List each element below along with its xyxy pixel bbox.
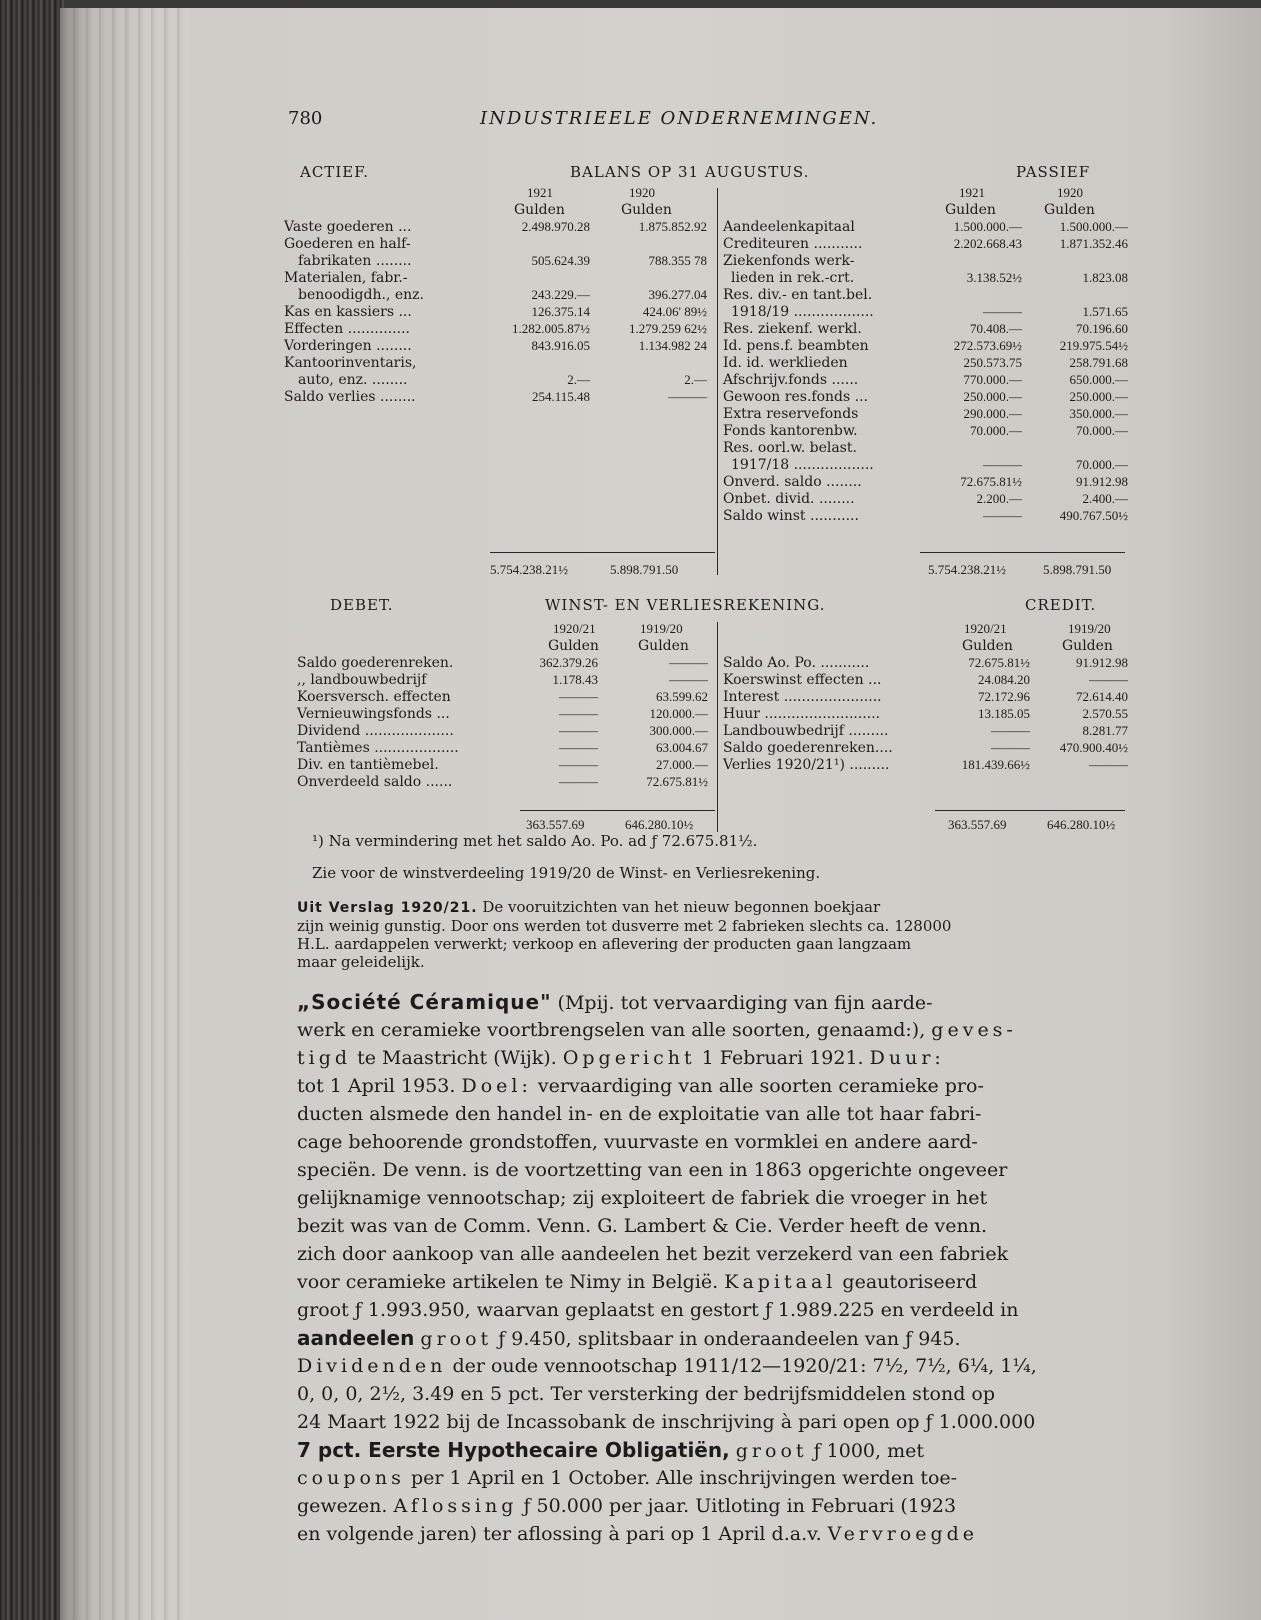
page-number: 780 (288, 108, 323, 129)
societe-line-6: cage behoorende grondstoffen, vuurvaste en vormklei en andere aard- (297, 1131, 978, 1153)
kw-groot: groot (420, 1328, 493, 1350)
balance-right-value-1921: ——— (983, 508, 1022, 523)
pl-right-label: Saldo Ao. Po. ........... (723, 655, 870, 671)
coupons-value: per 1 April en 1 October. Alle inschrijvingen werden toe- (404, 1467, 958, 1489)
societe-line-16: 24 Maart 1922 bij de Incassobank de inschrijving à pari open op ƒ 1.000.000 (297, 1411, 1036, 1433)
balance-right-value-1921: 3.138.52½ (966, 270, 1022, 285)
societe-line-10: zich door aankoop van alle aandeelen het bezit verzekerd van een fabriek (297, 1243, 1009, 1265)
balance-right-label: lieden in rek.-crt. (731, 270, 855, 286)
balance-left-total-rule (490, 552, 715, 553)
balance-left-label: auto, enz. ........ (298, 372, 408, 388)
balance-right-unit-1: Gulden (945, 202, 996, 218)
balance-right-year-1: 1921 (959, 185, 985, 200)
pl-right-value-b: 72.614.40 (1076, 689, 1128, 704)
pl-left-value-b: 300.000.— (649, 723, 708, 738)
balance-left-label: Kantoorinventaris, (284, 355, 417, 371)
pl-right-year-2: 1919/20 (1068, 621, 1111, 636)
balance-right-value-1920: 70.196.60 (1076, 321, 1128, 336)
pl-right-unit-1: Gulden (962, 638, 1013, 654)
pl-right-value-a: 181.439.66½ (961, 757, 1030, 772)
societe-line-1: (Mpij. tot vervaardiging van fijn aarde- (557, 992, 933, 1014)
balance-left-value-1921: 254.115.48 (531, 389, 590, 404)
balance-right-value-1921: 272.573.69½ (953, 338, 1022, 353)
pl-right-value-a: 13.185.05 (978, 706, 1030, 721)
pl-left-value-b: ——— (669, 655, 708, 670)
aandeelen-value: ƒ 9.450, splitsbaar in onderaandeelen van ƒ 945. (492, 1328, 961, 1350)
kw-aandeelen: aandeelen (297, 1326, 415, 1350)
pl-right-value-b: ——— (1089, 757, 1128, 772)
balance-right-value-1921: 2.202.668.43 (953, 236, 1022, 251)
pl-left-label: ,, landbouwbedrijf (297, 672, 427, 688)
balance-left-value-1920: 2.— (684, 372, 707, 387)
balance-left-label: Effecten .............. (284, 321, 410, 337)
balance-left-unit-1: Gulden (514, 202, 565, 218)
pl-left-label: Saldo goederenreken. (297, 655, 454, 671)
balance-right-label: Res. div.- en tant.bel. (723, 287, 873, 303)
pl-left-value-b: 63.004.67 (656, 740, 708, 755)
balance-left-value-1920: 1.279.259 62½ (629, 321, 707, 336)
kw-aflossing: Aflossing (393, 1495, 518, 1517)
kw-dividenden: Dividenden (297, 1355, 447, 1377)
oblig-value: ƒ 1000, met (807, 1440, 924, 1462)
kw-coupons: coupons (297, 1467, 405, 1489)
balance-right-label: Res. oorl.w. belast. (723, 440, 857, 456)
pl-left-value-a: ——— (559, 740, 598, 755)
aflossing-value: ƒ 50.000 per jaar. Uitloting in Februari (1923 (517, 1495, 957, 1517)
balance-right-label: Afschrijv.fonds ...... (723, 372, 859, 388)
balance-right-value-1921: ——— (983, 457, 1022, 472)
balance-right-label: Saldo winst ........... (723, 508, 859, 524)
balance-left-unit-2: Gulden (621, 202, 672, 218)
societe-line-12: groot ƒ 1.993.950, waarvan geplaatst en gestort ƒ 1.989.225 en verdeeld in (297, 1299, 1019, 1321)
pl-left-label: Vernieuwingsfonds ... (297, 706, 450, 722)
pl-left-total-rule (520, 810, 715, 811)
balance-right-value-1920: 1.571.65 (1082, 304, 1128, 319)
pl-left-total-1: 363.557.69 (526, 817, 585, 832)
pl-right-total-2: 646.280.10½ (1047, 817, 1116, 832)
pl-right-value-b: 470.900.40½ (1059, 740, 1128, 755)
running-title: INDUSTRIEELE ONDERNEMINGEN. (480, 108, 879, 129)
pl-right-value-b: 2.570.55 (1082, 706, 1128, 721)
pl-right-total-rule (935, 810, 1125, 811)
pl-right-label: Interest ...................... (723, 689, 882, 705)
kw-gevestigd-b: tigd (297, 1047, 352, 1069)
pl-left-value-b: ——— (669, 672, 708, 687)
kw-opgericht: Opgericht (562, 1047, 696, 1069)
pl-right-value-a: 24.084.20 (978, 672, 1030, 687)
balance-right-label: Extra reservefonds (723, 406, 859, 422)
balance-right-label: Crediteuren ........... (723, 236, 863, 252)
kw-kapitaal: Kapitaal (724, 1271, 837, 1293)
balance-right-value-1921: 250.573.75 (963, 355, 1022, 370)
pl-left-value-a: 362.379.26 (539, 655, 598, 670)
pl-left-value-a: 1.178.43 (552, 672, 598, 687)
balance-left-label: Kas en kassiers ... (284, 304, 412, 320)
balance-left-total-1: 5.754.238.21½ (490, 562, 568, 577)
pl-left-year-1: 1920/21 (553, 621, 596, 636)
balance-right-value-1920: 650.000.— (1069, 372, 1128, 387)
pl-left-year-2: 1919/20 (640, 621, 683, 636)
balance-left-value-1921: 126.375.14 (531, 304, 590, 319)
balance-right-value-1920: 1.871.352.46 (1059, 236, 1128, 251)
balance-right-value-1921: 70.000.— (970, 423, 1022, 438)
balance-left-label: Saldo verlies ........ (284, 389, 416, 405)
balance-left-value-1921: 243.229.— (531, 287, 590, 302)
balance-right-label: Res. ziekenf. werkl. (723, 321, 862, 337)
pl-left-value-a: ——— (559, 723, 598, 738)
balance-left-value-1920: 1.875.852.92 (638, 219, 707, 234)
balance-right-value-1921: ——— (983, 304, 1022, 319)
balance-right-value-1920: 250.000.— (1069, 389, 1128, 404)
pl-right-label: Verlies 1920/21¹) ......... (723, 757, 890, 773)
balance-title: BALANS OP 31 AUGUSTUS. (570, 163, 810, 181)
balance-left-value-1920: 396.277.04 (648, 287, 707, 302)
pl-left-value-b: 72.675.81½ (646, 774, 708, 789)
balance-right-label: Id. pens.f. beambten (723, 338, 869, 354)
pl-left-label: Div. en tantièmebel. (297, 757, 439, 773)
kw-doel: Doel: (461, 1075, 532, 1097)
kw-groot-2: groot (735, 1440, 808, 1462)
pl-right-value-a: 72.172.96 (978, 689, 1030, 704)
balance-left-value-1921: 505.624.39 (531, 253, 590, 268)
book-spine-edge (0, 0, 64, 1620)
balance-right-total-1: 5.754.238.21½ (928, 562, 1006, 577)
balance-right-value-1920: 91.912.98 (1076, 474, 1128, 489)
balance-left-value-1920: 788.355 78 (648, 253, 707, 268)
balance-left-label: Vorderingen ........ (284, 338, 412, 354)
balance-right-value-1921: 290.000.— (963, 406, 1022, 421)
kw-obligaties: 7 pct. Eerste Hypothecaire Obligatiën, (297, 1438, 730, 1462)
pl-right-value-a: ——— (991, 740, 1030, 755)
balance-right-value-1920: 490.767.50½ (1059, 508, 1128, 523)
balance-left-head: ACTIEF. (300, 163, 370, 181)
pl-left-label: Tantièmes ................... (297, 740, 459, 756)
balance-right-year-2: 1920 (1057, 185, 1083, 200)
pl-left-label: Onverdeeld saldo ...... (297, 774, 453, 790)
societe-line-19: gewezen. (297, 1495, 394, 1517)
footnote: ¹) Na vermindering met het saldo Ao. Po. ad ƒ 72.675.81½. (312, 832, 758, 850)
pl-right-label: Saldo goederenreken.... (723, 740, 893, 756)
societe-line-2: werk en ceramieke voortbrengselen van alle soorten, genaamd:), (297, 1019, 932, 1041)
pl-title: WINST- EN VERLIESREKENING. (545, 596, 826, 614)
balance-divider (717, 188, 718, 575)
societe-paragraph (297, 988, 1117, 1548)
kw-vervroegde: Vervroegde (827, 1523, 979, 1545)
balance-right-value-1921: 70.408.— (970, 321, 1022, 336)
pl-left-value-a: ——— (559, 706, 598, 721)
societe-line-9: bezit was van de Comm. Venn. G. Lambert & Cie. Verder heeft de venn. (297, 1215, 987, 1237)
pl-right-label: Koerswinst effecten ... (723, 672, 882, 688)
balance-left-year-1: 1921 (527, 185, 553, 200)
company-name: „Société Céramique" (297, 990, 552, 1014)
pl-right-value-b: 91.912.98 (1076, 655, 1128, 670)
pl-right-label: Huur .......................... (723, 706, 881, 722)
balance-right-label: Id. id. werklieden (723, 355, 848, 371)
balance-left-value-1921: 2.498.970.28 (521, 219, 590, 234)
balance-right-value-1920: 1.823.08 (1082, 270, 1128, 285)
societe-line-8: gelijknamige vennootschap; zij exploiteert de fabriek die vroeger in het (297, 1187, 988, 1209)
kw-gevestigd-a: geves- (931, 1019, 1017, 1041)
opgericht-value: 1 Februari 1921. (695, 1047, 870, 1069)
balance-left-label: Vaste goederen ... (284, 219, 412, 235)
balance-left-value-1921: 1.282.005.87½ (512, 321, 590, 336)
pl-left-value-a: ——— (559, 689, 598, 704)
pl-left-total-2: 646.280.10½ (625, 817, 694, 832)
societe-line-15: 0, 0, 0, 2½, 3.49 en 5 pct. Ter versterking der bedrijfsmiddelen stond op (297, 1383, 996, 1405)
page-gutter-shadow (60, 8, 190, 1620)
balance-left-value-1920: 1.134.982 24 (638, 338, 707, 353)
societe-line-4: tot 1 April 1953. (297, 1075, 462, 1097)
balance-right-value-1920: 258.791.68 (1069, 355, 1128, 370)
balance-right-label: 1918/19 .................. (731, 304, 874, 320)
pl-left-value-a: ——— (559, 774, 598, 789)
verslag-line-3: H.L. aardappelen verwerkt; verkoop en aflevering der producten gaan langzaam (297, 935, 912, 953)
balance-right-label: Fonds kantorenbw. (723, 423, 858, 439)
balance-right-unit-2: Gulden (1044, 202, 1095, 218)
balance-right-value-1921: 250.000.— (963, 389, 1022, 404)
balance-left-value-1921: 843.916.05 (531, 338, 590, 353)
balance-right-value-1920: 1.500.000.— (1059, 219, 1128, 234)
pl-left-label: Koersversch. effecten (297, 689, 451, 705)
balance-left-total-2: 5.898.791.50 (610, 562, 679, 577)
verslag-line-1: De vooruitzichten van het nieuw begonnen boekjaar (482, 898, 881, 916)
pl-right-unit-2: Gulden (1062, 638, 1113, 654)
pl-right-label: Landbouwbedrijf ......... (723, 723, 889, 739)
balance-right-value-1920: 70.000.— (1076, 457, 1128, 472)
pl-left-value-b: 27.000.— (656, 757, 708, 772)
verslag-line-2: zijn weinig gunstig. Door ons werden tot dusverre met 2 fabrieken slechts ca. 128000 (297, 917, 952, 935)
societe-line-11: voor ceramieke artikelen te Nimy in België. (297, 1271, 725, 1293)
balance-right-value-1921: 1.500.000.— (953, 219, 1022, 234)
verslag-block (297, 898, 1117, 971)
pl-left-unit-2: Gulden (638, 638, 689, 654)
balance-right-label: Onbet. divid. ........ (723, 491, 855, 507)
balance-right-value-1921: 770.000.— (963, 372, 1022, 387)
pl-left-unit-1: Gulden (548, 638, 599, 654)
kapitaal-value: geautoriseerd (836, 1271, 978, 1293)
verslag-line-4: maar geleidelijk. (297, 953, 425, 971)
societe-line-3: te Maastricht (Wijk). (357, 1047, 563, 1069)
balance-right-value-1921: 72.675.81½ (960, 474, 1022, 489)
pl-left-value-a: ——— (559, 757, 598, 772)
pl-left-label: Dividend .................... (297, 723, 454, 739)
balance-left-value-1920: 424.06' 89½ (642, 304, 707, 319)
balance-left-value-1921: 2.— (567, 372, 590, 387)
balance-right-total-rule (920, 552, 1125, 553)
balance-right-label: Onverd. saldo ........ (723, 474, 862, 490)
balance-left-label: Goederen en half- (284, 236, 411, 252)
pl-left-value-b: 63.599.62 (656, 689, 708, 704)
balance-right-total-2: 5.898.791.50 (1043, 562, 1112, 577)
pl-divider (717, 622, 718, 832)
pl-right-value-b: 8.281.77 (1082, 723, 1128, 738)
pl-right-total-1: 363.557.69 (948, 817, 1007, 832)
balance-right-head: PASSIEF (1016, 163, 1091, 181)
pl-right-head: CREDIT. (1025, 596, 1097, 614)
balance-right-value-1921: 2.200.— (976, 491, 1022, 506)
balance-left-label: Materialen, fabr.- (284, 270, 408, 286)
societe-line-20: en volgende jaren) ter aflossing à pari op 1 April d.a.v. (297, 1523, 828, 1545)
balance-right-label: Aandeelenkapitaal (723, 219, 855, 235)
pl-left-value-b: 120.000.— (649, 706, 708, 721)
pl-right-value-a: ——— (991, 723, 1030, 738)
balance-left-value-1920: ——— (668, 389, 707, 404)
balance-right-value-1920: 70.000.— (1076, 423, 1128, 438)
kw-duur: Duur: (869, 1047, 945, 1069)
balance-right-label: Ziekenfonds werk- (723, 253, 855, 269)
pl-right-year-1: 1920/21 (964, 621, 1007, 636)
pl-right-value-a: 72.675.81½ (968, 655, 1030, 670)
dividenden-value: der oude vennootschap 1911/12—1920/21: 7½, 7½, 6¼, 1¼, (446, 1355, 1037, 1377)
pl-right-value-b: ——— (1089, 672, 1128, 687)
balance-left-year-2: 1920 (629, 185, 655, 200)
balance-left-label: benoodigdh., enz. (298, 287, 424, 303)
balance-right-value-1920: 2.400.— (1082, 491, 1128, 506)
balance-right-label: Gewoon res.fonds ... (723, 389, 868, 405)
balance-left-label: fabrikaten ........ (298, 253, 412, 269)
balance-right-value-1920: 350.000.— (1069, 406, 1128, 421)
verslag-head: Uit Verslag 1920/21. (297, 900, 478, 916)
societe-line-7: speciën. De venn. is de voortzetting van een in 1863 opgerichte ongeveer (297, 1159, 1008, 1181)
zie-note: Zie voor de winstverdeeling 1919/20 de Winst- en Verliesrekening. (312, 864, 821, 882)
doel-value: vervaardiging van alle soorten ceramieke pro- (531, 1075, 984, 1097)
societe-line-5: ducten alsmede den handel in- en de exploitatie van alle tot haar fabri- (297, 1103, 982, 1125)
pl-left-head: DEBET. (330, 596, 394, 614)
balance-right-label: 1917/18 .................. (731, 457, 874, 473)
balance-right-value-1920: 219.975.54½ (1059, 338, 1128, 353)
